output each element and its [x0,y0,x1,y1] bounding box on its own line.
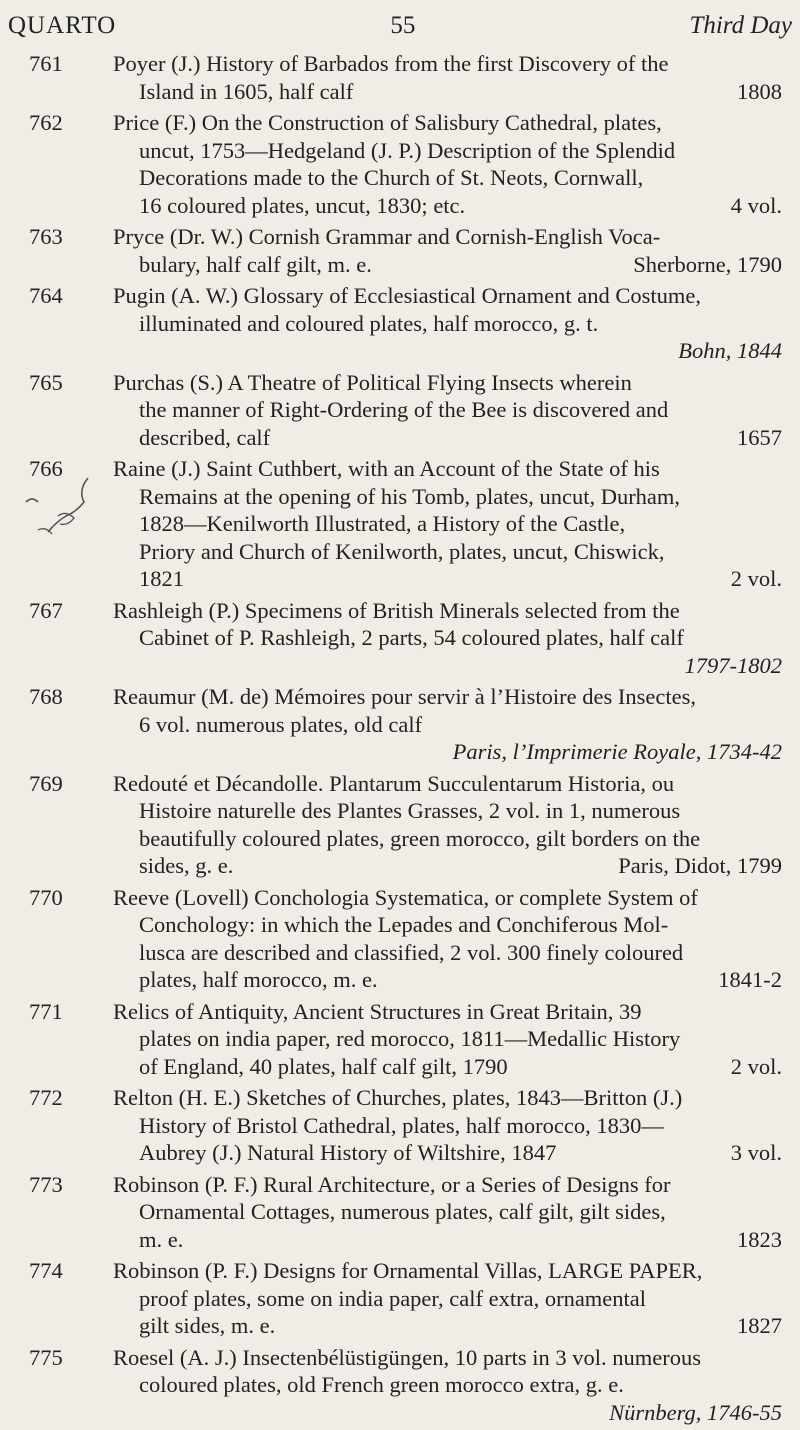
lot-number: 767 [29,597,63,623]
lot-number: 766 [29,456,63,481]
catalogue-entry [0,282,800,365]
lot-number: 765 [29,369,63,395]
entry-line: Aubrey (J.) Natural History of Wiltshire, 1847 3 vol. [139,1140,782,1165]
entry-line: Price (F.) On the Construction of Salisbury Cathedral, plates, [113,110,662,135]
entry-date: 4 vol. [730,192,782,218]
lot-number: 770 [29,884,63,910]
entry-date: 1808 [737,78,782,104]
entry-line: Poyer (J.) History of Barbados from the first Discovery of the [113,51,669,76]
entry-date: 1841-2 [718,967,782,992]
entry-line: Relton (H. E.) Sketches of Churches, plates, 1843—Britton (J.) [113,1085,683,1110]
entry-imprint: Paris, l’Imprimerie Royale, 1734-42 [452,739,782,764]
entry-imprint: Nürnberg, 1746-55 [609,1399,782,1425]
entry-line: Cabinet of P. Rashleigh, 2 parts, 54 coloured plates, half calf [139,625,684,650]
page-header [8,8,792,44]
catalogue-entry [0,998,800,1081]
entry-line: 1828—Kenilworth Illustrated, a History of the Castle, [139,511,626,536]
entry-line: gilt sides, m. e. 1827 [139,1313,782,1338]
entry-line: Reaumur (M. de) Mémoires pour servir à l’Histoire des Insectes, [113,684,696,709]
entry-date: 1657 [737,424,782,450]
entry-imprint: Bohn, 1844 [678,338,782,363]
catalogue-entry [0,109,800,219]
entry-line: Robinson (P. F.) Designs for Ornamental Villas, LARGE PAPER, [113,1258,703,1283]
catalogue-entry [0,683,800,766]
lot-number: 769 [29,770,63,796]
entry-date: Sherborne, 1790 [633,251,782,277]
entry-line: Pryce (Dr. W.) Cornish Grammar and Cornish-English Voca- [113,224,661,249]
lot-number: 772 [29,1085,63,1110]
entry-line: 16 coloured plates, uncut, 1830; etc. 4 vol. [139,192,782,218]
catalogue-entry [0,1171,800,1254]
entry-line: Priory and Church of Kenilworth, plates, uncut, Chiswick, [139,538,665,564]
catalogue-entry [0,770,800,880]
catalogue-entry [0,369,800,452]
entry-line: lusca are described and classified, 2 vol. 300 finely coloured [139,939,684,965]
lot-number: 761 [29,51,63,76]
entry-line: Relics of Antiquity, Ancient Structures in Great Britain, 39 [113,998,642,1024]
entry-line: Purchas (S.) A Theatre of Political Flying Insects wherein [113,369,632,395]
entry-line: Decorations made to the Church of St. Neots, Cornwall, [139,165,644,190]
entry-line: Histoire naturelle des Plantes Grasses, 2 vol. in 1, numerous [139,798,681,823]
entry-line: Pugin (A. W.) Glossary of Ecclesiastical Ornament and Costume, [113,283,702,308]
entry-line: of England, 40 plates, half calf gilt, 1790 2 vol. [139,1053,782,1079]
entry-line: plates, half morocco, m. e. 1841-2 [139,967,782,992]
entry-line: Roesel (A. J.) Insectenbélüstigüngen, 10 parts in 3 vol. numerous [113,1344,702,1370]
entry-line: Robinson (P. F.) Rural Architecture, or a Series of Designs for [113,1171,671,1197]
entry-date: 1823 [737,1226,782,1252]
lot-number: 773 [29,1171,63,1197]
lot-number: 768 [29,684,63,709]
entry-line: sides, g. e. Paris, Didot, 1799 [139,853,782,878]
entry-line: 1821 2 vol. [139,566,782,591]
entry-line: the manner of Right-Ordering of the Bee is discovered and [139,397,669,422]
catalogue-entry [0,1084,800,1167]
entry-line: coloured plates, old French green morocco extra, g. e. [139,1372,624,1397]
entry-line: Redouté et Décandolle. Plantarum Succulentarum Historia, ou [113,770,675,796]
lot-number: 762 [29,110,63,135]
header-section: QUARTO [8,12,117,39]
entry-line: m. e. 1823 [139,1226,782,1252]
entry-line: plates on india paper, red morocco, 1811—Medallic History [139,1026,681,1051]
entry-date: 2 vol. [730,566,782,591]
entry-date: Paris, Didot, 1799 [618,853,782,878]
entry-imprint: 1797-1802 [684,652,782,678]
catalogue-entry [0,50,800,105]
entry-line: illuminated and coloured plates, half morocco, g. t. [139,310,599,336]
catalogue-entry [0,597,800,680]
entry-line: Remains at the opening of his Tomb, plates, uncut, Durham, [139,483,681,509]
entry-date: 3 vol. [730,1140,782,1165]
lot-number: 764 [29,283,63,308]
lot-number: 763 [29,224,63,249]
entry-line: described, calf 1657 [139,424,782,450]
entry-line: History of Bristol Cathedral, plates, half morocco, 1830— [139,1112,664,1138]
entry-line: Conchology: in which the Lepades and Conchiferous Mol- [139,912,669,937]
entry-line: Rashleigh (P.) Specimens of British Minerals selected from the [113,597,680,623]
entry-line: uncut, 1753—Hedgeland (J. P.) Description of the Splendid [139,137,676,163]
entry-line: Reeve (Lovell) Conchologia Systematica, or complete System of [113,884,698,910]
entry-date: 2 vol. [730,1053,782,1079]
lot-number: 771 [29,998,63,1024]
lot-number: 775 [29,1344,63,1370]
catalogue-entry [0,455,800,593]
entry-line: beautifully coloured plates, green morocco, gilt borders on the [139,825,701,851]
entry-line: Island in 1605, half calf 1808 [139,78,782,104]
header-day: Third Day [689,12,792,39]
entry-line: proof plates, some on india paper, calf extra, ornamental [139,1285,647,1311]
entry-date: 1827 [737,1313,782,1338]
catalogue-entry [0,223,800,278]
entry-list [0,50,800,1430]
entry-line: bulary, half calf gilt, m. e. Sherborne, 1790 [139,251,782,277]
entry-line: 6 vol. numerous plates, old calf [139,711,423,737]
catalogue-entry [0,1257,800,1340]
page-number: 55 [390,12,416,39]
entry-line: Ornamental Cottages, numerous plates, calf gilt, gilt sides, [139,1199,666,1224]
entry-line: Raine (J.) Saint Cuthbert, with an Account of the State of his [113,456,660,481]
lot-number: 774 [29,1258,63,1283]
catalogue-entry [0,884,800,994]
catalogue-entry [0,1344,800,1427]
